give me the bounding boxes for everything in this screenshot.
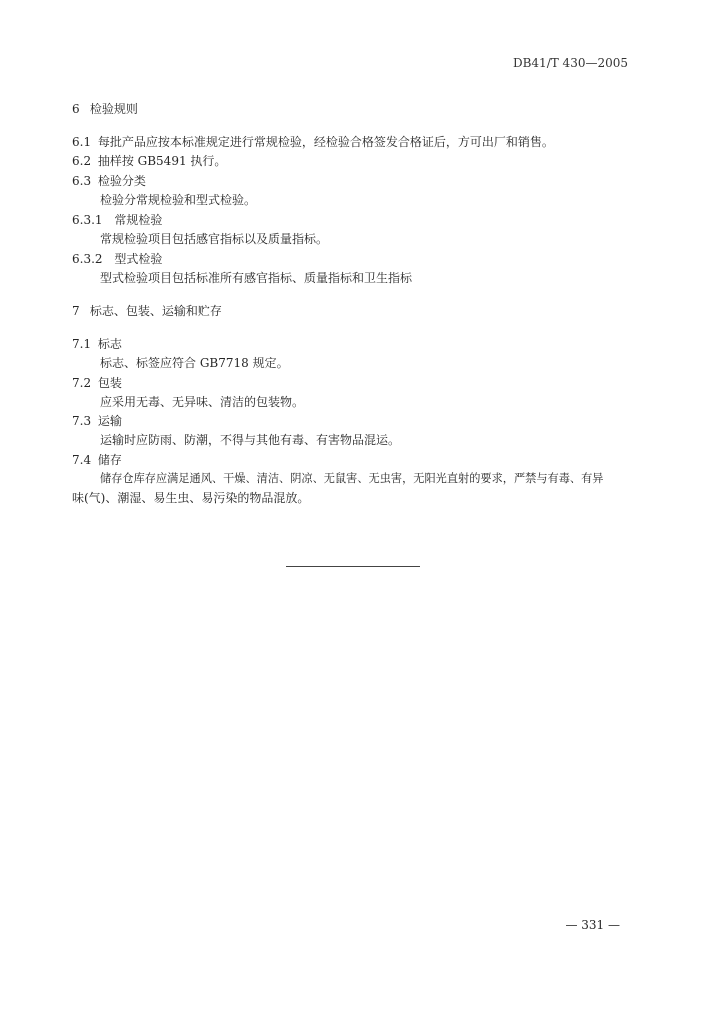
clause-6-3-body: 检验分常规检验和型式检验。 [100,193,257,207]
section-number: 6 [72,102,80,116]
standard-code: DB41/T 430—2005 [512,56,628,70]
clause-7-3-body: 运输时应防雨、防潮，不得与其他有毒、有害物品混运。 [100,433,401,447]
clause-title: 常规检验 [114,213,163,227]
clause-number: 7.2 [72,376,92,390]
clause-number: 7.1 [72,337,92,351]
clause-6-3-1-body: 常规检验项目包括感官指标以及质量指标。 [100,232,329,246]
clause-number: 6.3.2 [72,252,103,266]
clause-6-3-heading [72,172,628,190]
end-rule [286,566,420,567]
clause-text: 抽样按 GB5491 执行。 [97,154,227,168]
clause-title: 型式检验 [114,252,163,266]
clause-number: 7.3 [72,414,92,428]
clause-7-2-body: 应采用无毒、无异味、清洁的包装物。 [100,395,305,409]
clause-text: 每批产品应按本标准规定进行常规检验，经检验合格签发合格证后，方可出厂和销售。 [97,135,554,149]
clause-number: 6.1 [72,135,92,149]
clause-7-4-body-line2: 味(气)、潮湿、易生虫、易污染的物品混放。 [72,491,310,505]
clause-title: 检验分类 [97,174,146,188]
clause-number: 6.2 [72,154,92,168]
clause-6-3-1-heading [72,211,628,229]
clause-7-4-heading [72,451,628,469]
clause-7-3-heading [72,412,628,430]
clause-6-3-2-heading [72,250,628,268]
clause-6-2 [72,152,628,170]
clause-7-4-body-line1: 储存仓库存应满足通风、干燥、清洁、阴凉、无鼠害、无虫害，无阳光直射的要求，严禁与有毒、有异 [100,472,604,485]
section-title: 检验规则 [89,102,138,116]
clause-number: 6.3.1 [72,213,103,227]
clause-title: 储存 [97,453,122,467]
clause-title: 包装 [97,376,122,390]
clause-number: 7.4 [72,453,92,467]
section-number: 7 [72,304,80,318]
clause-title: 标志 [97,337,122,351]
page-number: — 331 — [565,918,620,932]
section-6-heading [72,100,628,118]
clause-title: 运输 [97,414,122,428]
clause-7-2-heading [72,374,628,392]
clause-6-1 [72,133,628,151]
clause-6-3-2-body: 型式检验项目包括标准所有感官指标、质量指标和卫生指标 [100,271,413,285]
clause-7-1-heading [72,335,628,353]
clause-number: 6.3 [72,174,92,188]
section-title: 标志、包装、运输和贮存 [89,304,222,318]
clause-7-1-body: 标志、标签应符合 GB7718 规定。 [100,356,289,370]
section-7-heading [72,302,628,320]
